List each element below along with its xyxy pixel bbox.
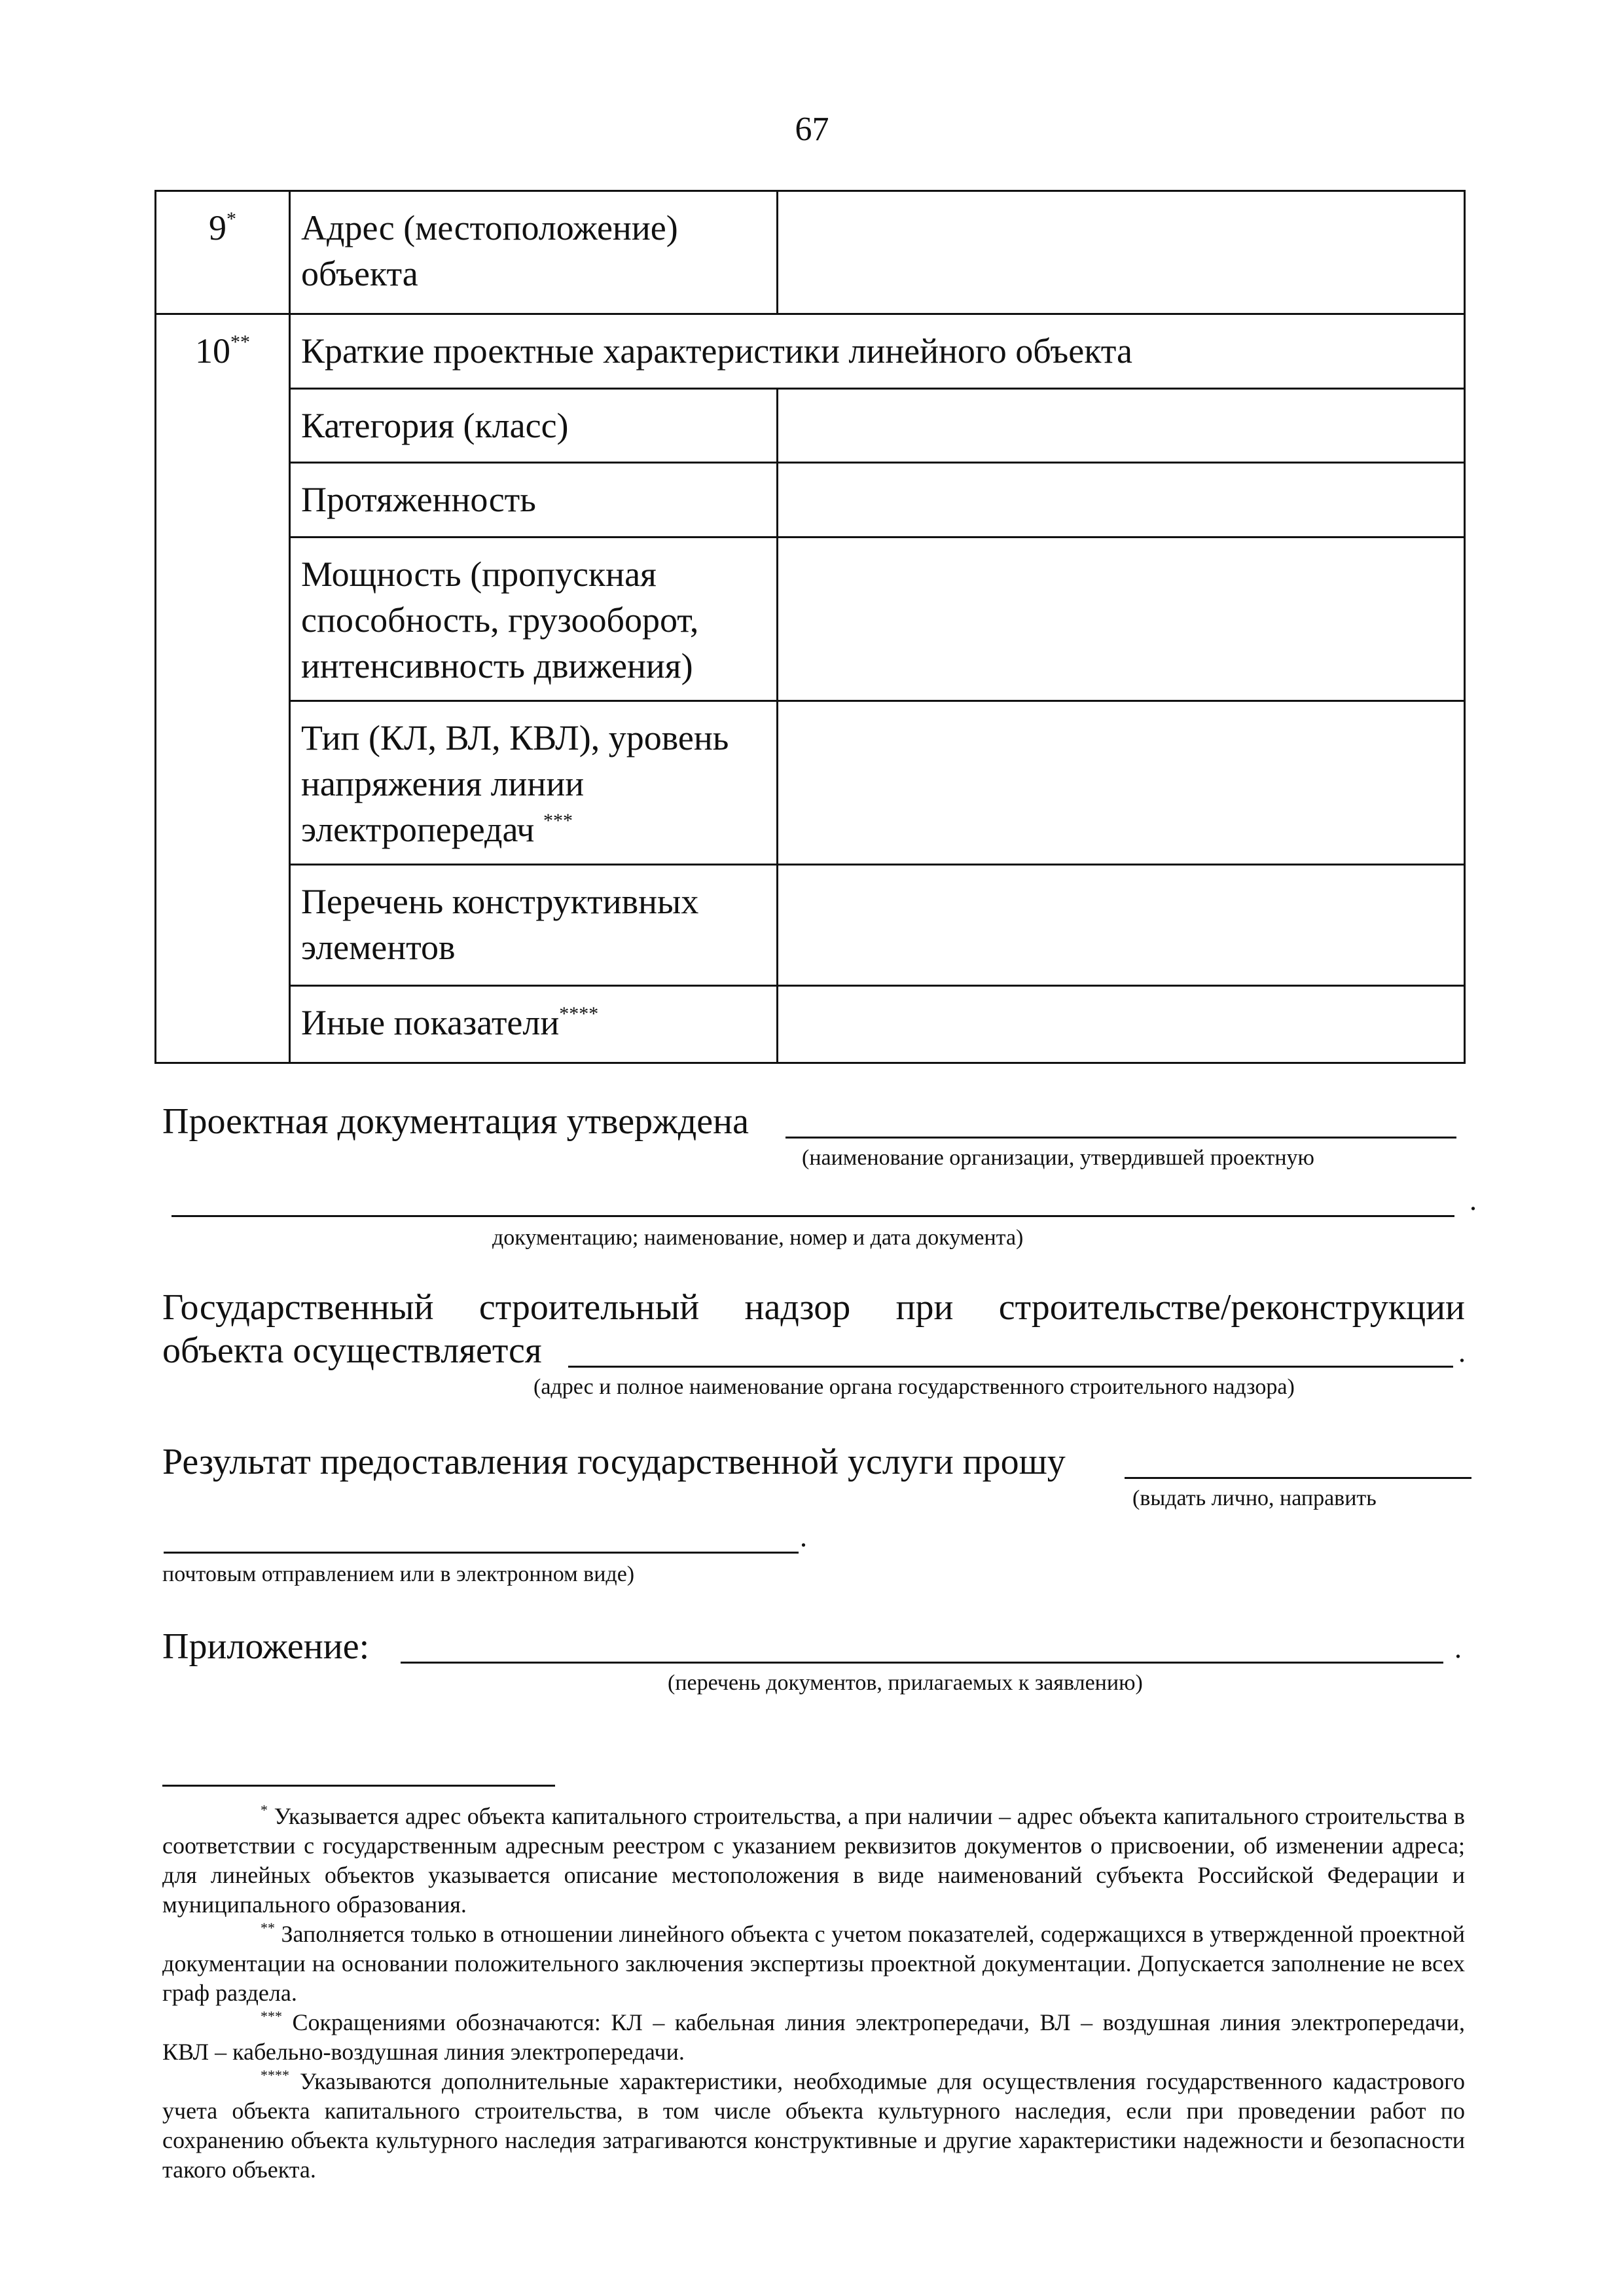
label-line: Перечень конструктивных xyxy=(301,882,699,921)
label-line: способность, грузооборот, xyxy=(301,600,699,640)
label-line: Категория (класс) xyxy=(301,406,569,445)
period: . xyxy=(1470,1184,1477,1216)
project-doc-caption: (наименование организации, утвердившей проектную xyxy=(802,1146,1314,1170)
label-line: Адрес (местоположение) xyxy=(301,208,678,247)
linear-object-header-cell xyxy=(290,314,1465,389)
project-doc-org-field[interactable] xyxy=(785,1137,1456,1139)
address-label-cell xyxy=(290,191,778,314)
table-row-other xyxy=(156,986,1465,1063)
label-line: электропередач xyxy=(301,810,535,849)
appendix-documents-field[interactable] xyxy=(401,1662,1443,1664)
footnote-mark: ** xyxy=(261,1920,275,1936)
table-row-capacity xyxy=(156,538,1465,701)
table-row-line-type xyxy=(156,701,1465,865)
footnotes xyxy=(162,1802,1465,2185)
period: . xyxy=(800,1521,807,1553)
footnote-text: Указывается адрес объекта капитального строительства, а при наличии – адрес объекта капитального строительства в соответствии с государственным адресным реестром с указанием реквизитов документов о присвоении, об изменении адреса; для линейных объектов указывается описание местоположения в виде наименований субъекта Российской Федерации и муниципального образования. xyxy=(162,1803,1466,1918)
footnote-mark: *** xyxy=(543,810,573,831)
footnote-text: Заполняется только в отношении линейного объекта с учетом показателей, содержащихся в утвержденной проектной документации на основании положительного заключения экспертизы проектной документации. Допускается заполнение не всех граф раздела. xyxy=(162,1921,1466,2006)
category-label-cell xyxy=(290,389,778,463)
result-method-field-continued[interactable] xyxy=(164,1552,799,1554)
label-line: Протяженность xyxy=(301,480,536,519)
label-line: элементов xyxy=(301,928,456,967)
period: . xyxy=(1454,1632,1462,1664)
project-doc-label: Проектная документация утверждена xyxy=(162,1101,749,1142)
linear-object-table xyxy=(154,190,1466,1064)
footnote-text: Сокращениями обозначаются: КЛ – кабельная линия электропередачи, ВЛ – воздушная линия электропередачи, КВЛ – кабельно-воздушная линия электропередачи. xyxy=(162,2009,1465,2065)
footnote-mark: *** xyxy=(261,2008,282,2024)
footnote-3 xyxy=(162,2008,1465,2067)
result-label: Результат предоставления государственной услуги прошу xyxy=(162,1442,1066,1482)
footnote-mark: ** xyxy=(230,331,250,353)
result-caption: (выдать лично, направить xyxy=(1132,1486,1377,1510)
label-line: Иные показатели xyxy=(301,1003,560,1042)
label-line: напряжения линии xyxy=(301,764,585,803)
footnote-mark: * xyxy=(261,1802,268,1818)
supervision-label: объекта осуществляется xyxy=(162,1330,542,1371)
appendix-label: Приложение: xyxy=(162,1626,370,1667)
project-doc-caption: документацию; наименование, номер и дата документа) xyxy=(492,1226,1024,1250)
other-value-cell[interactable] xyxy=(778,986,1465,1063)
other-label-cell xyxy=(290,986,778,1063)
result-method-field[interactable] xyxy=(1125,1477,1471,1479)
supervision-caption: (адрес и полное наименование органа государственного строительного надзора) xyxy=(533,1375,1295,1399)
section-header: Краткие проектные характеристики линейного объекта xyxy=(301,331,1132,371)
capacity-value-cell[interactable] xyxy=(778,538,1465,701)
line-type-value-cell[interactable] xyxy=(778,701,1465,865)
footnote-2 xyxy=(162,1920,1465,2008)
elements-value-cell[interactable] xyxy=(778,865,1465,986)
appendix-caption: (перечень документов, прилагаемых к заявлению) xyxy=(668,1671,1143,1695)
length-label-cell xyxy=(290,463,778,538)
period: . xyxy=(1458,1336,1466,1368)
row-number: 10 xyxy=(195,331,230,371)
footnote-separator xyxy=(162,1785,555,1787)
label-line: Мощность (пропускная xyxy=(301,555,657,594)
row-number-cell xyxy=(156,314,290,1063)
footnote-mark: **** xyxy=(261,2067,289,2083)
footnote-mark: * xyxy=(226,208,236,230)
footnote-4 xyxy=(162,2067,1465,2185)
page-number: 67 xyxy=(795,111,829,148)
table-row-10-header xyxy=(156,314,1465,389)
category-value-cell[interactable] xyxy=(778,389,1465,463)
label-line: объекта xyxy=(301,254,418,293)
result-caption: почтовым отправлением или в электронном виде) xyxy=(162,1562,635,1586)
row-number: 9 xyxy=(209,208,226,247)
table-row-category xyxy=(156,389,1465,463)
footnote-text: Указываются дополнительные характеристики, необходимые для осуществления государственного кадастрового учета объекта капитального строительства, в том числе объекта культурного наследия, если при проведении работ по сохранению объекта культурного наследия затрагиваются конструктивные и другие характеристики надежности и безопасности такого объекта. xyxy=(162,2068,1466,2183)
footnote-1 xyxy=(162,1802,1465,1920)
table-row-elements xyxy=(156,865,1465,986)
label-line: Тип (КЛ, ВЛ, КВЛ), уровень xyxy=(301,718,729,757)
label-line: интенсивность движения) xyxy=(301,646,693,685)
capacity-label-cell xyxy=(290,538,778,701)
row-number-cell xyxy=(156,191,290,314)
address-value-cell[interactable] xyxy=(778,191,1465,314)
elements-label-cell xyxy=(290,865,778,986)
table-row-9 xyxy=(156,191,1465,314)
table-row-length xyxy=(156,463,1465,538)
supervision-text: Государственный строительный надзор при строительстве/реконструкции xyxy=(162,1287,1465,1328)
line-type-label-cell xyxy=(290,701,778,865)
length-value-cell[interactable] xyxy=(778,463,1465,538)
project-doc-details-field[interactable] xyxy=(171,1215,1454,1217)
supervision-authority-field[interactable] xyxy=(568,1366,1453,1368)
footnote-mark: **** xyxy=(559,1003,599,1025)
